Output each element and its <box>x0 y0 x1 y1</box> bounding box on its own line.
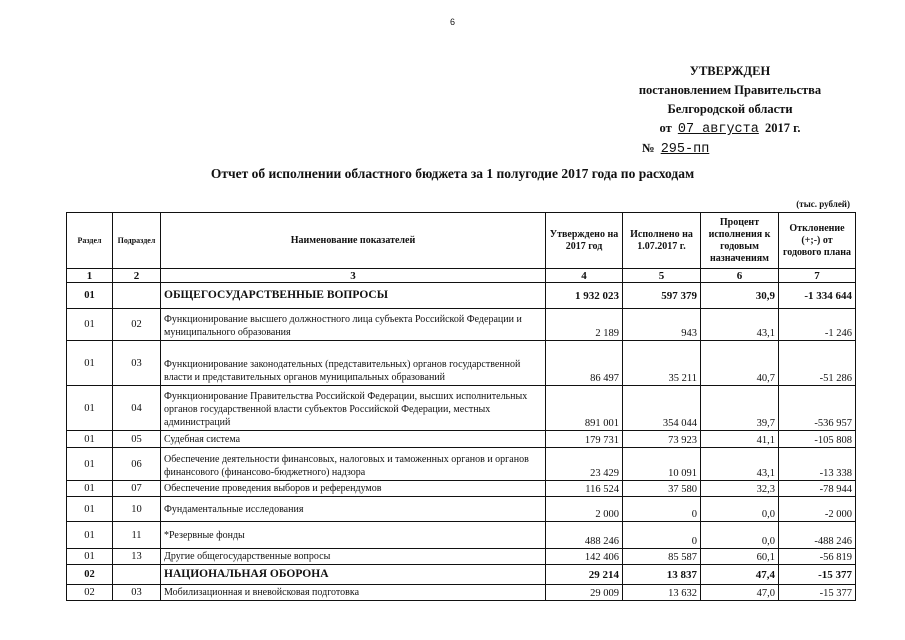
cell-subsection: 02 <box>113 309 161 341</box>
approval-stamp <box>600 62 860 159</box>
cell-section: 01 <box>67 341 113 386</box>
cell-executed: 13 632 <box>623 585 701 601</box>
cell-subsection: 06 <box>113 448 161 481</box>
cell-section: 01 <box>67 309 113 341</box>
cell-approved: 29 214 <box>546 565 623 585</box>
cell-deviation: -56 819 <box>779 549 856 565</box>
approval-number-value: 295-пп <box>660 142 710 157</box>
cell-executed: 597 379 <box>623 283 701 309</box>
header-executed: Исполнено на 1.07.2017 г. <box>623 213 701 269</box>
header-approved: Утверждено на 2017 год <box>546 213 623 269</box>
cell-deviation: -536 957 <box>779 386 856 431</box>
approval-date-prefix: от <box>659 121 672 135</box>
table-row <box>67 309 856 341</box>
cell-executed: 943 <box>623 309 701 341</box>
cell-percent: 32,3 <box>701 481 779 497</box>
cell-name: Функционирование высшего должностного лица субъекта Российской Федерации и муниципального образования <box>161 309 546 341</box>
table-row <box>67 386 856 431</box>
table-row <box>67 341 856 386</box>
cell-percent: 43,1 <box>701 448 779 481</box>
cell-deviation: -2 000 <box>779 497 856 522</box>
column-number-row <box>67 269 856 283</box>
cell-percent: 30,9 <box>701 283 779 309</box>
approval-line-2: Белгородской области <box>667 102 793 116</box>
cell-percent: 47,0 <box>701 585 779 601</box>
column-number: 2 <box>113 269 161 283</box>
table-row <box>67 549 856 565</box>
cell-section: 02 <box>67 565 113 585</box>
header-name: Наименование показателей <box>161 213 546 269</box>
cell-executed: 354 044 <box>623 386 701 431</box>
cell-percent: 0,0 <box>701 522 779 549</box>
report-title: Отчет об исполнении областного бюджета за 1 полугодие 2017 года по расходам <box>210 166 695 181</box>
cell-approved: 2 000 <box>546 497 623 522</box>
header-row <box>67 213 856 269</box>
cell-percent: 41,1 <box>701 431 779 448</box>
cell-approved: 891 001 <box>546 386 623 431</box>
cell-percent: 43,1 <box>701 309 779 341</box>
approval-title: УТВЕРЖДЕН <box>689 64 771 78</box>
cell-executed: 35 211 <box>623 341 701 386</box>
cell-name: Фундаментальные исследования <box>161 497 546 522</box>
cell-deviation: -15 377 <box>779 565 856 585</box>
table-row <box>67 448 856 481</box>
cell-approved: 142 406 <box>546 549 623 565</box>
cell-section: 02 <box>67 585 113 601</box>
cell-percent: 60,1 <box>701 549 779 565</box>
approval-date-value: 07 августа <box>677 122 759 137</box>
approval-line-1: постановлением Правительства <box>638 83 822 97</box>
approval-number-prefix: № <box>642 141 655 155</box>
cell-section: 01 <box>67 481 113 497</box>
approval-number-line <box>600 139 860 159</box>
table-row <box>67 283 856 309</box>
cell-subsection: 07 <box>113 481 161 497</box>
cell-name: Функционирование законодательных (представительных) органов государственной власти и представительных органов муниципальных образований <box>161 341 546 386</box>
column-number: 3 <box>161 269 546 283</box>
table-row <box>67 522 856 549</box>
cell-name: Обеспечение проведения выборов и референдумов <box>161 481 546 497</box>
cell-executed: 13 837 <box>623 565 701 585</box>
column-number: 4 <box>546 269 623 283</box>
budget-table <box>66 212 856 601</box>
header-section: Раздел <box>67 213 113 269</box>
column-number: 7 <box>779 269 856 283</box>
cell-executed: 0 <box>623 522 701 549</box>
cell-section: 01 <box>67 549 113 565</box>
cell-section: 01 <box>67 283 113 309</box>
cell-approved: 2 189 <box>546 309 623 341</box>
table-row <box>67 565 856 585</box>
cell-subsection: 11 <box>113 522 161 549</box>
table-row <box>67 431 856 448</box>
column-number: 5 <box>623 269 701 283</box>
cell-executed: 73 923 <box>623 431 701 448</box>
cell-subsection: 10 <box>113 497 161 522</box>
cell-executed: 37 580 <box>623 481 701 497</box>
table-row <box>67 585 856 601</box>
cell-approved: 116 524 <box>546 481 623 497</box>
cell-name: Мобилизационная и вневойсковая подготовка <box>161 585 546 601</box>
cell-deviation: -51 286 <box>779 341 856 386</box>
header-deviation: Отклонение (+;-) от годового плана <box>779 213 856 269</box>
approval-date-suffix: 2017 г. <box>764 121 801 135</box>
cell-name: Функционирование Правительства Российской Федерации, высших исполнительных органов государственной власти субъектов Российской Федерации, местных администраций <box>161 386 546 431</box>
table-row <box>67 497 856 522</box>
cell-approved: 23 429 <box>546 448 623 481</box>
cell-executed: 10 091 <box>623 448 701 481</box>
cell-executed: 85 587 <box>623 549 701 565</box>
cell-section: 01 <box>67 448 113 481</box>
cell-approved: 1 932 023 <box>546 283 623 309</box>
cell-name: *Резервные фонды <box>161 522 546 549</box>
cell-percent: 39,7 <box>701 386 779 431</box>
cell-percent: 0,0 <box>701 497 779 522</box>
cell-approved: 179 731 <box>546 431 623 448</box>
cell-name: ОБЩЕГОСУДАРСТВЕННЫЕ ВОПРОСЫ <box>161 283 546 309</box>
cell-deviation: -1 334 644 <box>779 283 856 309</box>
page-number: 6 <box>450 17 456 27</box>
header-percent: Процент исполнения к годовым назначениям <box>701 213 779 269</box>
cell-name: Обеспечение деятельности финансовых, налоговых и таможенных органов и органов финансового (финансово-бюджетного) надзора <box>161 448 546 481</box>
cell-subsection <box>113 565 161 585</box>
cell-subsection: 13 <box>113 549 161 565</box>
cell-subsection: 03 <box>113 585 161 601</box>
cell-section: 01 <box>67 431 113 448</box>
column-number: 6 <box>701 269 779 283</box>
units-label: (тыс. рублей) <box>796 199 850 209</box>
cell-deviation: -13 338 <box>779 448 856 481</box>
approval-date-line <box>600 119 860 139</box>
cell-name: Судебная система <box>161 431 546 448</box>
cell-section: 01 <box>67 497 113 522</box>
cell-approved: 29 009 <box>546 585 623 601</box>
cell-deviation: -105 808 <box>779 431 856 448</box>
cell-percent: 47,4 <box>701 565 779 585</box>
cell-approved: 488 246 <box>546 522 623 549</box>
cell-deviation: -15 377 <box>779 585 856 601</box>
table-row <box>67 481 856 497</box>
column-number: 1 <box>67 269 113 283</box>
cell-deviation: -488 246 <box>779 522 856 549</box>
cell-name: Другие общегосударственные вопросы <box>161 549 546 565</box>
cell-name: НАЦИОНАЛЬНАЯ ОБОРОНА <box>161 565 546 585</box>
cell-deviation: -1 246 <box>779 309 856 341</box>
cell-executed: 0 <box>623 497 701 522</box>
cell-subsection: 03 <box>113 341 161 386</box>
cell-deviation: -78 944 <box>779 481 856 497</box>
cell-subsection: 04 <box>113 386 161 431</box>
cell-section: 01 <box>67 386 113 431</box>
cell-approved: 86 497 <box>546 341 623 386</box>
header-subsection: Подраздел <box>113 213 161 269</box>
cell-section: 01 <box>67 522 113 549</box>
cell-subsection: 05 <box>113 431 161 448</box>
cell-subsection <box>113 283 161 309</box>
cell-percent: 40,7 <box>701 341 779 386</box>
